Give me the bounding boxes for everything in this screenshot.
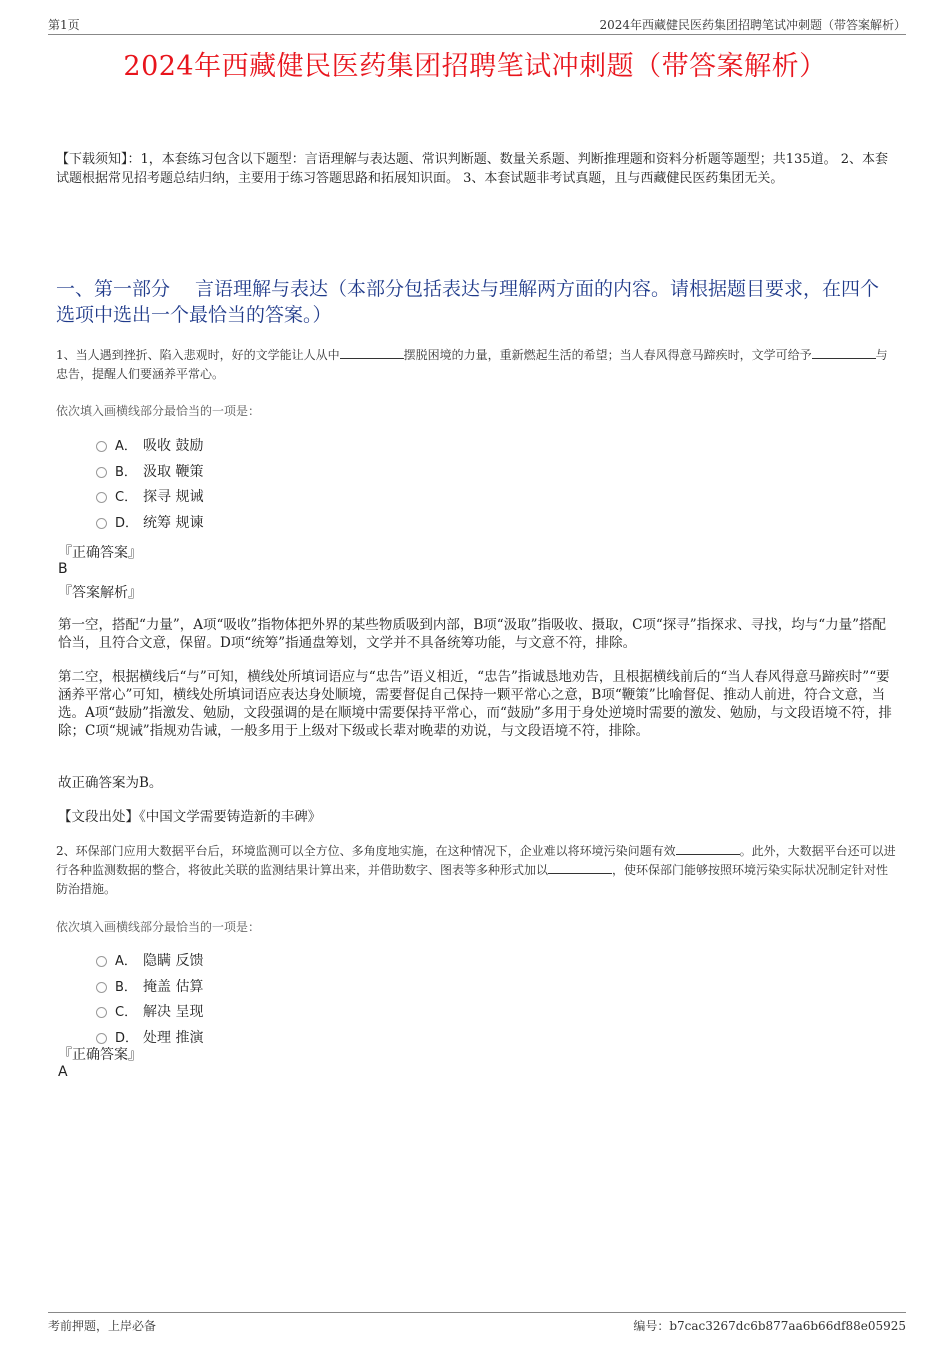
- analysis-paragraph-1: 第一空，搭配“力量”，A项“吸收”指物体把外界的某些物质吸到内部，B项“汲取”指吸收、摄取，C项“探寻”指探求、寻找，均与“力量”搭配恰当，且符合文意，保留。D项“统筹”指通盘筹划，文学并不具备统筹功能，与文意不符，排除。: [58, 617, 887, 651]
- option-d[interactable]: D． 处理 推演: [96, 1028, 203, 1054]
- answer-blank: [676, 842, 740, 855]
- analysis-conclusion: 故正确答案为B。: [58, 775, 163, 791]
- footer-slogan: 考前押题，上岸必备: [48, 1319, 157, 1333]
- option-a[interactable]: A． 隐瞒 反馈: [96, 951, 203, 977]
- question-2-options: [96, 951, 203, 1053]
- question-1-text-part2: 摆脱困境的力量，重新燃起生活的希望；当人春风得意马蹄疾时，文学可给予: [403, 348, 812, 362]
- question-1-text-part3: 与忠告，提醒人们要涵养平常心。: [56, 348, 888, 381]
- question-1-text-part1: 1、当人遇到挫折、陷入悲观时，好的文学能让人从中: [56, 348, 340, 362]
- option-c[interactable]: C． 解决 呈现: [96, 1002, 203, 1028]
- option-c[interactable]: C． 探寻 规诫: [96, 487, 203, 513]
- radio-button[interactable]: [96, 1007, 107, 1018]
- radio-button[interactable]: [96, 956, 107, 967]
- analysis-paragraph-2: 第二空，根据横线后“与”可知，横线处所填词语应与“忠告”语义相近，“忠告”指诚恳地劝告，且根据横线前后的“当人春风得意马蹄疾时”“要涵养平常心”可知，横线处所填词语应表达身处顺境，需要督促自己保持一颗平常心之意，B项“鞭策”比喻督促、推动人前进，符合文意，当选。A项“鼓励”指激发、勉励，文段强调的是在顺境中需要保持平常心，而“鼓励”多用于身处逆境时需要的激发、勉励，与文段语境不符，排除；C项“规诫”指规劝告诫，一般多用于上级对下级或长辈对晚辈的劝说，与文段语境不符，排除。: [58, 669, 892, 739]
- radio-button[interactable]: [96, 1033, 107, 1044]
- answer-blank: [812, 346, 876, 359]
- question-2-instruction: 依次填入画横线部分最恰当的一项是：: [56, 920, 261, 934]
- option-a[interactable]: A． 吸收 鼓励: [96, 436, 203, 462]
- option-b[interactable]: B． 汲取 鞭策: [96, 462, 203, 488]
- question-2-stem: [56, 842, 898, 899]
- option-b[interactable]: B． 掩盖 估算: [96, 977, 203, 1003]
- section-heading: 一、第一部分 言语理解与表达（本部分包括表达与理解两方面的内容。请根据题目要求，在四个选项中选出一个最恰当的答案。）: [56, 278, 880, 326]
- question-1-stem: [56, 346, 898, 384]
- analysis-label: 『答案解析』: [58, 585, 142, 601]
- header-doc-name: 2024年西藏健民医药集团招聘笔试冲刺题（带答案解析）: [599, 18, 906, 32]
- radio-button[interactable]: [96, 492, 107, 503]
- question-2-text-part3: ，使环保部门能够按照环境污染实际状况制定针对性防治措施。: [56, 863, 889, 896]
- page-number: 第1页: [48, 18, 80, 32]
- radio-button[interactable]: [96, 441, 107, 452]
- option-d[interactable]: D． 统筹 规谏: [96, 513, 203, 539]
- radio-button[interactable]: [96, 518, 107, 529]
- text-source: 【文段出处】《中国文学需要铸造新的丰碑》: [58, 809, 322, 825]
- question-2-text-part1: 2、环保部门应用大数据平台后，环境监测可以全方位、多角度地实施，在这种情况下，企业难以将环境污染问题有效: [56, 844, 676, 858]
- page-footer: [48, 1312, 906, 1333]
- question-1-instruction: 依次填入画横线部分最恰当的一项是：: [56, 404, 261, 418]
- question-1-options: [96, 436, 203, 538]
- radio-button[interactable]: [96, 982, 107, 993]
- radio-button[interactable]: [96, 467, 107, 478]
- correct-answer-label: 『正确答案』: [58, 1047, 142, 1063]
- answer-blank: [340, 346, 404, 359]
- download-notice: 【下载须知】：1，本套练习包含以下题型：言语理解与表达题、常识判断题、数量关系题、判断推理题和资料分析题等题型；共135道。 2、本套试题根据常见招考题总结归纳，主要用于练习答题思路和拓展知识面。 3、本套试题非考试真题，且与西藏健民医药集团无关。: [56, 152, 888, 186]
- correct-answer: A: [58, 1064, 68, 1080]
- page-header: [48, 14, 906, 35]
- correct-answer-label: 『正确答案』: [58, 545, 142, 561]
- correct-answer: B: [58, 561, 68, 577]
- question-2-text-part2: 。此外，大数据平台还可以进行各种监测数据的整合，将彼此关联的监测结果计算出来，并借助数字、图表等多种形式加以: [56, 844, 896, 877]
- document-code: 编号：b7cac3267dc6b877aa6b66df88e05925: [633, 1319, 906, 1333]
- document-title: 2024年西藏健民医药集团招聘笔试冲刺题（带答案解析）: [123, 51, 827, 82]
- answer-blank: [548, 861, 612, 874]
